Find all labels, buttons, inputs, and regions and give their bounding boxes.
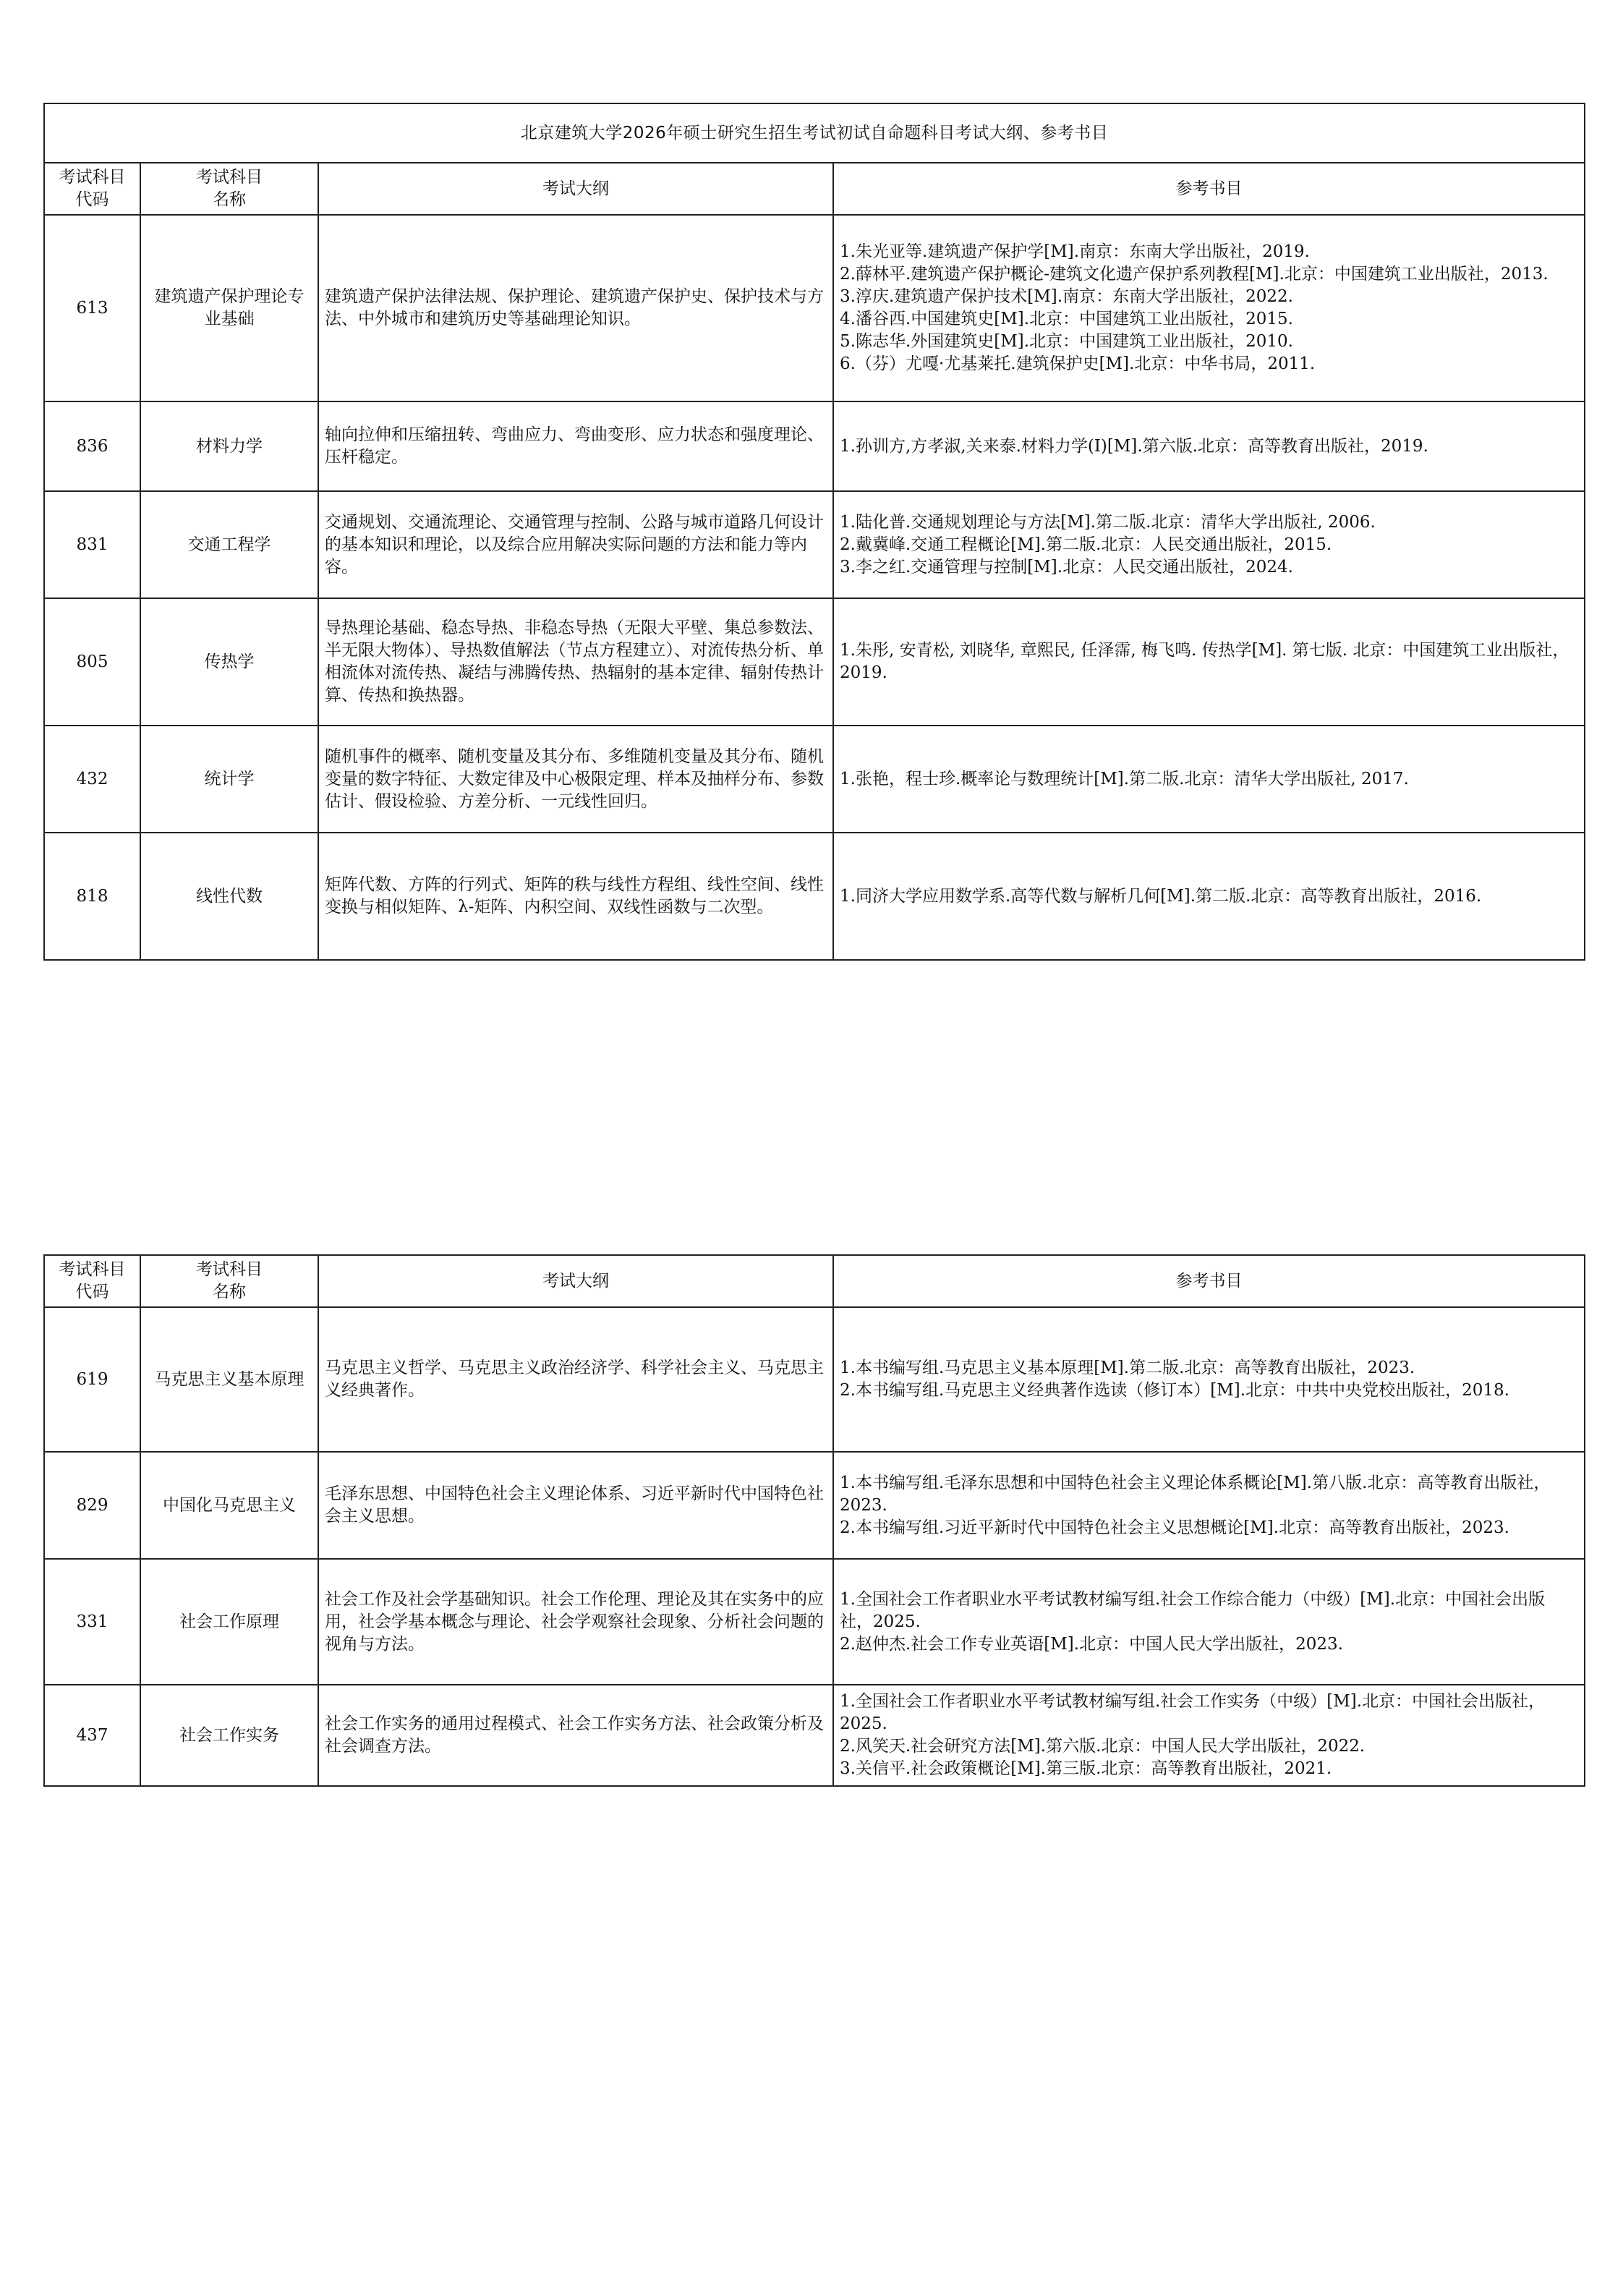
- reference-item: 1.张艳，程士珍.概率论与数理统计[M].第二版.北京：清华大学出版社, 2017.: [840, 769, 1409, 788]
- subject-outline: 马克思主义哲学、马克思主义政治经济学、科学社会主义、马克思主义经典著作。: [318, 1307, 833, 1452]
- page-title: 北京建筑大学2026年硕士研究生招生考试初试自命题科目考试大纲、参考书目: [44, 103, 1585, 163]
- header-name: 考试科目 名称: [140, 1255, 318, 1307]
- table-row: [44, 401, 1585, 491]
- reference-list: [833, 215, 1585, 401]
- reference-item: 2.本书编写组.马克思主义经典著作选读（修订本）[M].北京：中共中央党校出版社，2018.: [840, 1381, 1509, 1400]
- reference-list: [833, 491, 1585, 598]
- subject-code: 619: [44, 1307, 140, 1452]
- header-code: 考试科目 代码: [44, 1255, 140, 1307]
- subject-name: 传热学: [140, 598, 318, 726]
- syllabus-table-2: [43, 1254, 1585, 1787]
- table-row: [44, 1307, 1585, 1452]
- reference-item: 1.陆化普.交通规划理论与方法[M].第二版.北京：清华大学出版社, 2006.: [840, 512, 1376, 532]
- reference-list: [833, 401, 1585, 491]
- subject-name: 建筑遗产保护理论专业基础: [140, 215, 318, 401]
- subject-name: 线性代数: [140, 833, 318, 960]
- subject-name: 材料力学: [140, 401, 318, 491]
- subject-code: 432: [44, 726, 140, 833]
- subject-code: 829: [44, 1452, 140, 1559]
- table-row: [44, 1559, 1585, 1685]
- table-row: [44, 215, 1585, 401]
- reference-item: 3.李之红.交通管理与控制[M].北京：人民交通出版社，2024.: [840, 557, 1293, 577]
- reference-item: 1.全国社会工作者职业水平考试教材编写组.社会工作综合能力（中级）[M].北京：中国社会出版社，2025.: [840, 1589, 1546, 1631]
- reference-list: [833, 1307, 1585, 1452]
- reference-item: 1.本书编写组.马克思主义基本原理[M].第二版.北京：高等教育出版社，2023.: [840, 1359, 1415, 1377]
- subject-name: 中国化马克思主义: [140, 1452, 318, 1559]
- reference-item: 2.赵仲杰.社会工作专业英语[M].北京：中国人民大学出版社，2023.: [840, 1634, 1343, 1654]
- table-row: [44, 726, 1585, 833]
- subject-code: 331: [44, 1559, 140, 1685]
- subject-outline: 毛泽东思想、中国特色社会主义理论体系、习近平新时代中国特色社会主义思想。: [318, 1452, 833, 1559]
- table-row: [44, 1452, 1585, 1559]
- reference-item: 1.同济大学应用数学系.高等代数与解析几何[M].第二版.北京：高等教育出版社，2016.: [840, 886, 1482, 906]
- reference-item: 1.全国社会工作者职业水平考试教材编写组.社会工作实务（中级）[M].北京：中国社会出版社，2025.: [840, 1692, 1546, 1733]
- subject-name: 社会工作原理: [140, 1559, 318, 1685]
- subject-outline: 轴向拉伸和压缩扭转、弯曲应力、弯曲变形、应力状态和强度理论、压杆稳定。: [318, 401, 833, 491]
- reference-item: 3.淳庆.建筑遗产保护技术[M].南京：东南大学出版社，2022.: [840, 287, 1293, 306]
- table-row: [44, 491, 1585, 598]
- title-row: [44, 103, 1585, 163]
- subject-name: 交通工程学: [140, 491, 318, 598]
- subject-outline: 社会工作及社会学基础知识。社会工作伦理、理论及其在实务中的应用，社会学基本概念与理论、社会学观察社会现象、分析社会问题的视角与方法。: [318, 1559, 833, 1685]
- reference-item: 1.朱彤, 安青松, 刘晓华, 章熙民, 任泽霈, 梅飞鸣. 传热学[M]. 第七版. 北京：中国建筑工业出版社，2019.: [840, 641, 1569, 682]
- subject-outline: 建筑遗产保护法律法规、保护理论、建筑遗产保护史、保护技术与方法、中外城市和建筑历史等基础理论知识。: [318, 215, 833, 401]
- header-row: [44, 1255, 1585, 1307]
- subject-name: 统计学: [140, 726, 318, 833]
- reference-item: 6.（芬）尤嘎·尤基莱托.建筑保护史[M].北京：中华书局，2011.: [840, 354, 1316, 373]
- header-refs: 参考书目: [833, 1255, 1585, 1307]
- reference-list: [833, 1685, 1585, 1786]
- reference-item: 2.薛林平.建筑遗产保护概论-建筑文化遗产保护系列教程[M].北京：中国建筑工业出版社，2013.: [840, 265, 1549, 284]
- reference-list: [833, 1452, 1585, 1559]
- subject-outline: 随机事件的概率、随机变量及其分布、多维随机变量及其分布、随机变量的数字特征、大数定律及中心极限定理、样本及抽样分布、参数估计、假设检验、方差分析、一元线性回归。: [318, 726, 833, 833]
- subject-code: 805: [44, 598, 140, 726]
- header-refs: 参考书目: [833, 163, 1585, 215]
- reference-list: [833, 833, 1585, 960]
- table-row: [44, 598, 1585, 726]
- header-outline: 考试大纲: [318, 1255, 833, 1307]
- subject-name: 马克思主义基本原理: [140, 1307, 318, 1452]
- header-row: [44, 163, 1585, 215]
- header-code: 考试科目 代码: [44, 163, 140, 215]
- subject-code: 818: [44, 833, 140, 960]
- table-row: [44, 1685, 1585, 1786]
- subject-code: 836: [44, 401, 140, 491]
- subject-outline: 导热理论基础、稳态导热、非稳态导热（无限大平壁、集总参数法、半无限大物体）、导热数值解法（节点方程建立）、对流传热分析、单相流体对流传热、凝结与沸腾传热、热辐射的基本定律、辐射传热计算、传热和换热器。: [318, 598, 833, 726]
- subject-outline: 矩阵代数、方阵的行列式、矩阵的秩与线性方程组、线性空间、线性变换与相似矩阵、λ-矩阵、内积空间、双线性函数与二次型。: [318, 833, 833, 960]
- subject-code: 831: [44, 491, 140, 598]
- subject-outline: 交通规划、交通流理论、交通管理与控制、公路与城市道路几何设计的基本知识和理论，以及综合应用解决实际问题的方法和能力等内容。: [318, 491, 833, 598]
- reference-item: 2.戴冀峰.交通工程概论[M].第二版.北京：人民交通出版社，2015.: [840, 535, 1332, 554]
- reference-list: [833, 726, 1585, 833]
- reference-item: 1.孙训方,方孝淑,关来泰.材料力学(I)[M].第六版.北京：高等教育出版社，2019.: [840, 436, 1428, 456]
- subject-code: 613: [44, 215, 140, 401]
- reference-item: 1.朱光亚等.建筑遗产保护学[M].南京：东南大学出版社，2019.: [840, 242, 1310, 261]
- subject-outline: 社会工作实务的通用过程模式、社会工作实务方法、社会政策分析及社会调查方法。: [318, 1685, 833, 1786]
- reference-item: 5.陈志华.外国建筑史[M].北京：中国建筑工业出版社，2010.: [840, 332, 1293, 351]
- reference-list: [833, 1559, 1585, 1685]
- syllabus-table-1: [43, 103, 1585, 961]
- header-name: 考试科目 名称: [140, 163, 318, 215]
- header-outline: 考试大纲: [318, 163, 833, 215]
- table-row: [44, 833, 1585, 960]
- reference-item: 3.关信平.社会政策概论[M].第三版.北京：高等教育出版社，2021.: [840, 1759, 1332, 1778]
- subject-name: 社会工作实务: [140, 1685, 318, 1786]
- reference-item: 2.本书编写组.习近平新时代中国特色社会主义思想概论[M].北京：高等教育出版社，2023.: [840, 1518, 1509, 1537]
- reference-item: 4.潘谷西.中国建筑史[M].北京：中国建筑工业出版社，2015.: [840, 310, 1293, 328]
- subject-code: 437: [44, 1685, 140, 1786]
- reference-list: [833, 598, 1585, 726]
- reference-item: 1.本书编写组.毛泽东思想和中国特色社会主义理论体系概论[M].第八版.北京：高等教育出版社，2023.: [840, 1473, 1551, 1515]
- reference-item: 2.风笑天.社会研究方法[M].第六版.北京：中国人民大学出版社，2022.: [840, 1737, 1366, 1756]
